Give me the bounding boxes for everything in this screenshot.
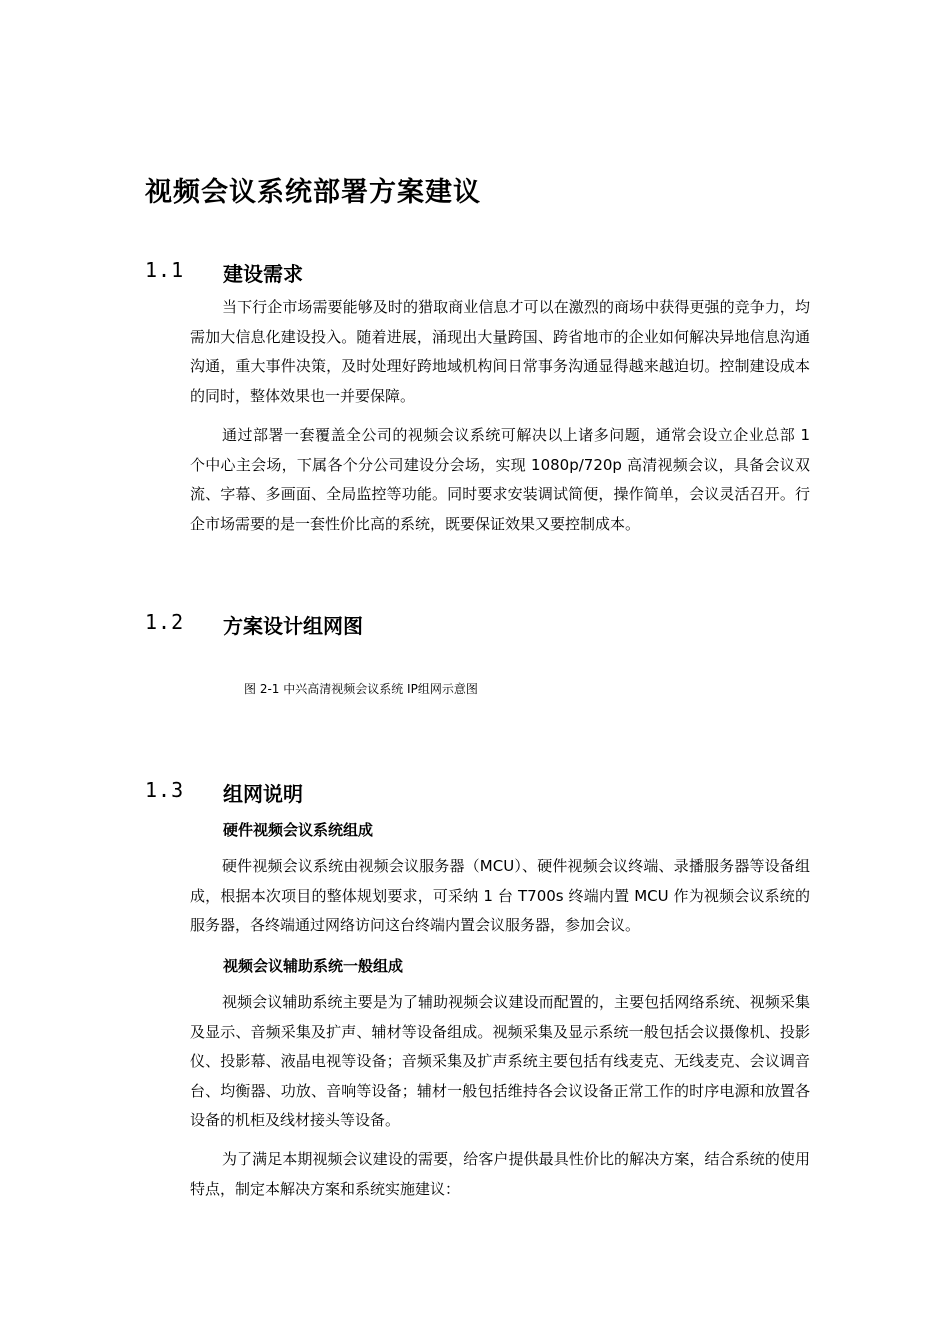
section-title: 建设需求 — [223, 262, 303, 286]
figure-caption: 图 2-1 中兴高清视频会议系统 IP组网示意图 — [244, 682, 478, 696]
section-number: 1.2 — [145, 610, 185, 634]
document-title: 视频会议系统部署方案建议 — [145, 177, 481, 208]
section-title: 方案设计组网图 — [223, 614, 363, 638]
subsection-title: 视频会议辅助系统一般组成 — [223, 957, 404, 975]
subsection-title: 硬件视频会议系统组成 — [223, 821, 374, 839]
section-number: 1.1 — [145, 258, 185, 282]
paragraph: 通过部署一套覆盖全公司的视频会议系统可解决以上诸多问题，通常会设立企业总部 1 个中心主会场，下属各个分公司建设分会场，实现 1080p/720p 高清视频会议，具备会议双流、字幕、多画面、全局监控等功能。同时要求安装调试简便，操作简单，会议灵活召开。行企市场需要的是一套性价比高的系统，既要保证效果又要控制成本。 — [190, 426, 810, 533]
section-title: 组网说明 — [223, 782, 303, 806]
paragraph: 为了满足本期视频会议建设的需要，给客户提供最具性价比的解决方案，结合系统的使用特点，制定本解决方案和系统实施建议： — [190, 1150, 810, 1198]
section-number: 1.3 — [145, 778, 185, 802]
paragraph: 视频会议辅助系统主要是为了辅助视频会议建设而配置的，主要包括网络系统、视频采集及显示、音频采集及扩声、辅材等设备组成。视频采集及显示系统一般包括会议摄像机、投影仪、投影幕、液晶电视等设备；音频采集及扩声系统主要包括有线麦克、无线麦克、会议调音台、均衡器、功放、音响等设备；辅材一般包括维持各会议设备正常工作的时序电源和放置各设备的机柜及线材接头等设备。 — [190, 993, 810, 1129]
paragraph: 当下行企市场需要能够及时的猎取商业信息才可以在激烈的商场中获得更强的竞争力，均需加大信息化建设投入。随着进展，涌现出大量跨国、跨省地市的企业如何解决异地信息沟通沟通，重大事件决策，及时处理好跨地域机构间日常事务沟通显得越来越迫切。控制建设成本的同时，整体效果也一并要保障。 — [190, 298, 810, 405]
paragraph: 硬件视频会议系统由视频会议服务器（MCU）、硬件视频会议终端、录播服务器等设备组成，根据本次项目的整体规划要求，可采纳 1 台 T700s 终端内置 MCU 作为视频会议系统的服务器，各终端通过网络访问这台终端内置会议服务器，参加会议。 — [190, 857, 810, 934]
